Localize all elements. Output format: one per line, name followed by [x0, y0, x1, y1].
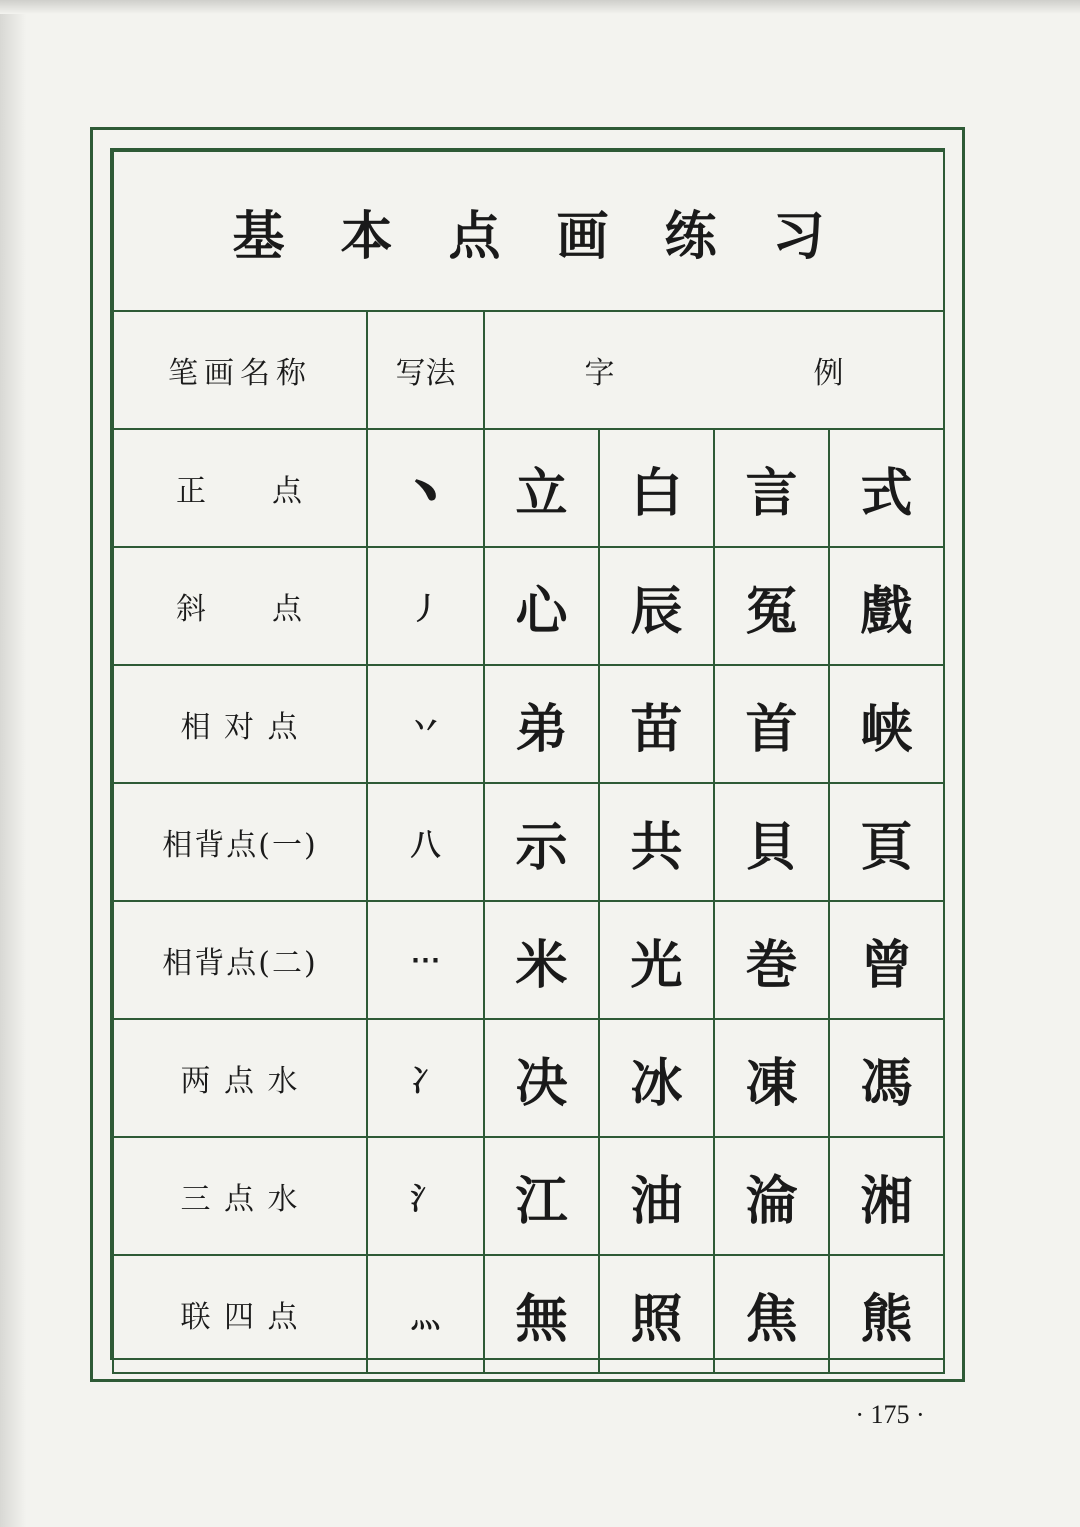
stroke-name: 相背点(一) — [162, 828, 318, 863]
example-character: 心 — [484, 547, 599, 665]
example-character: 頁 — [829, 783, 944, 901]
table-row — [113, 901, 944, 1019]
stroke-method: 氵 — [410, 1182, 441, 1217]
stroke-method: 丿 — [410, 592, 441, 627]
stroke-method-cell — [367, 1137, 484, 1255]
example-character: 立 — [484, 429, 599, 547]
example-character: 辰 — [599, 547, 714, 665]
stroke-name: 相 对 点 — [180, 710, 300, 745]
example-character: 熊 — [829, 1255, 944, 1373]
example-character: 凍 — [714, 1019, 829, 1137]
stroke-method-cell — [367, 901, 484, 1019]
stroke-method: 丷 — [410, 710, 441, 745]
example-character: 峡 — [829, 665, 944, 783]
example-character: 苗 — [599, 665, 714, 783]
example-character: 照 — [599, 1255, 714, 1373]
stroke-name: 斜 点 — [176, 592, 304, 627]
example-character: 米 — [484, 901, 599, 1019]
stroke-method-cell — [367, 547, 484, 665]
example-character: 白 — [599, 429, 714, 547]
stroke-method: ﹅ — [410, 474, 441, 509]
example-character: 式 — [829, 429, 944, 547]
example-character: 言 — [714, 429, 829, 547]
example-character: 首 — [714, 665, 829, 783]
header-stroke-name — [113, 311, 367, 429]
example-character: 油 — [599, 1137, 714, 1255]
table-row — [113, 1137, 944, 1255]
header-method — [367, 311, 484, 429]
stroke-name: 两 点 水 — [180, 1064, 300, 1099]
example-character: 戲 — [829, 547, 944, 665]
stroke-method-cell — [367, 1019, 484, 1137]
header-examples — [484, 311, 944, 429]
header-row — [113, 311, 944, 429]
stroke-name-cell — [113, 429, 367, 547]
stroke-name-cell — [113, 1019, 367, 1137]
table-row — [113, 665, 944, 783]
stroke-name: 相背点(二) — [162, 946, 318, 981]
stroke-method: 灬 — [410, 1300, 441, 1335]
example-character: 冰 — [599, 1019, 714, 1137]
header-stroke-name-label: 笔画名称 — [168, 356, 312, 391]
stroke-method-cell — [367, 783, 484, 901]
stroke-name-cell — [113, 1255, 367, 1373]
example-character: 湘 — [829, 1137, 944, 1255]
header-example-left: 字 — [584, 356, 615, 391]
example-character: 曾 — [829, 901, 944, 1019]
example-character: 貝 — [714, 783, 829, 901]
table-row — [113, 429, 944, 547]
table-row — [113, 1019, 944, 1137]
stroke-name-cell — [113, 547, 367, 665]
example-character: 巻 — [714, 901, 829, 1019]
stroke-method: 八 — [410, 828, 441, 863]
stroke-name: 三 点 水 — [180, 1182, 300, 1217]
page-top-shadow — [0, 0, 1080, 14]
stroke-name: 联 四 点 — [180, 1300, 300, 1335]
stroke-method: 冫 — [410, 1064, 441, 1099]
stroke-name-cell — [113, 901, 367, 1019]
example-character: 無 — [484, 1255, 599, 1373]
example-character: 淪 — [714, 1137, 829, 1255]
table-row — [113, 547, 944, 665]
page-number: · 175 · — [855, 1400, 925, 1429]
stroke-name-cell — [113, 665, 367, 783]
example-character: 示 — [484, 783, 599, 901]
page-edge-shadow — [0, 0, 26, 1527]
example-character: 江 — [484, 1137, 599, 1255]
example-character: 决 — [484, 1019, 599, 1137]
stroke-method-cell — [367, 429, 484, 547]
example-character: 馮 — [829, 1019, 944, 1137]
stroke-method-cell — [367, 665, 484, 783]
table-row — [113, 783, 944, 901]
example-character: 光 — [599, 901, 714, 1019]
example-character: 焦 — [714, 1255, 829, 1373]
example-character: 弟 — [484, 665, 599, 783]
title-cell — [113, 151, 944, 311]
header-example-right: 例 — [813, 356, 844, 391]
page-title: 基本点画练习 — [232, 205, 881, 267]
stroke-name-cell — [113, 783, 367, 901]
stroke-name: 正 点 — [176, 474, 304, 509]
stroke-method-cell — [367, 1255, 484, 1373]
stroke-practice-table — [112, 150, 945, 1374]
table-row — [113, 1255, 944, 1373]
header-method-label: 写法 — [395, 356, 456, 391]
stroke-method: ⋯ — [410, 942, 441, 978]
example-character: 共 — [599, 783, 714, 901]
stroke-name-cell — [113, 1137, 367, 1255]
example-character: 冤 — [714, 547, 829, 665]
